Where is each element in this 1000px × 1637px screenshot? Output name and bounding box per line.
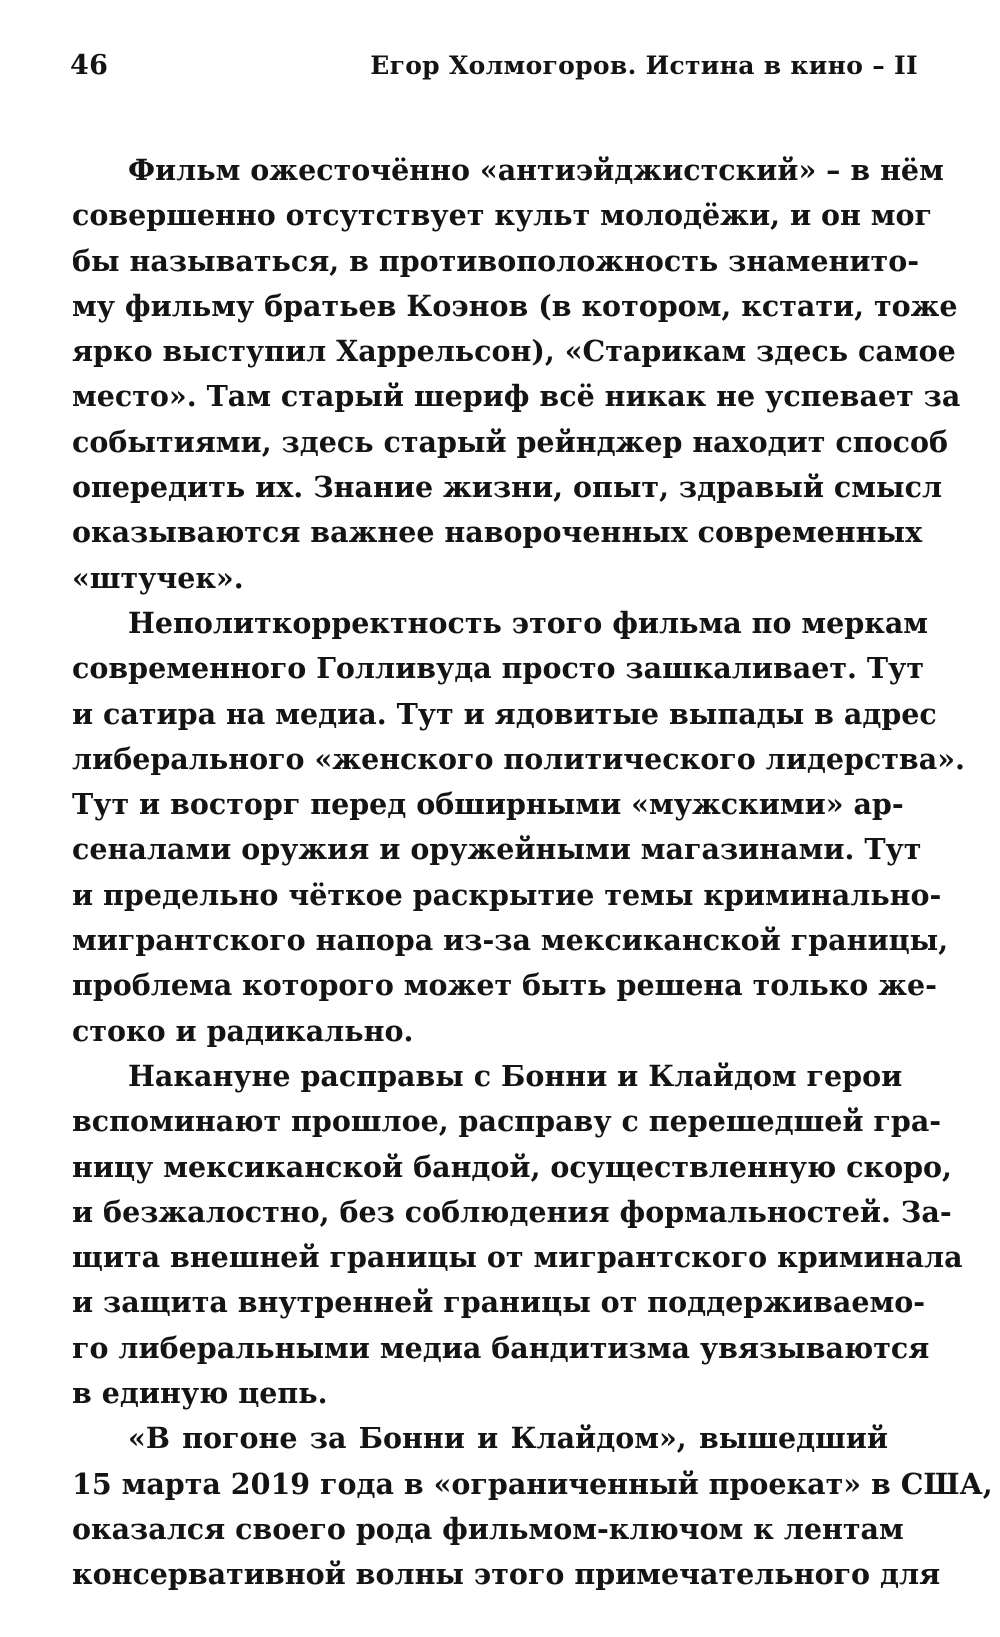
text-line: оказался своего рода фильмом-ключом к лентам [72,1511,904,1546]
running-head [70,50,918,90]
text-line: и предельно чёткое раскрытие темы криминально- [72,877,942,912]
running-title: Егор Холмогоров. Истина в кино – II [370,51,918,80]
text-line: совершенно отсутствует культ молодёжи, и он мог [72,198,933,233]
text-line: «В погоне за Бонни и Клайдом», вышедший [128,1421,888,1456]
text-line: и защита внутренней границы от поддерживаемо- [72,1285,926,1320]
text-line: событиями, здесь старый рейнджер находит способ [72,424,948,459]
text-line: Накануне расправы с Бонни и Клайдом герои [128,1058,903,1093]
text-line: либерального «женского политического лидерства». [72,741,965,776]
text-line: ярко выступил Харрельсон), «Старикам здесь самое [72,334,956,369]
page-number: 46 [70,50,109,81]
text-line: бы называться, в противоположность знаменито- [72,243,920,278]
text-line: и сатира на медиа. Тут и ядовитые выпады в адрес [72,696,937,731]
text-line: Фильм ожесточённо «антиэйджистский» – в нём [128,153,944,187]
text-line: му фильму братьев Коэнов (в котором, кстати, тоже [72,288,958,323]
text-line: оказываются важнее навороченных современных [72,515,923,550]
text-line: проблема которого может быть решена только же- [72,968,937,1003]
text-line: современного Голливуда просто зашкаливает. Тут [72,651,925,686]
text-line: сеналами оружия и оружейными магазинами. Тут [72,832,922,867]
text-line: вспоминают прошлое, расправу с перешедшей гра- [72,1104,942,1139]
text-line: место». Там старый шериф всё никак не успевает за [72,379,961,414]
text-line: мигрантского напора из-за мексиканской границы, [72,923,949,958]
text-line: и безжалостно, без соблюдения формальностей. За- [72,1194,952,1229]
text-line: щита внешней границы от мигрантского криминала [72,1240,963,1275]
text-line: Неполиткорректность этого фильма по меркам [128,605,929,640]
text-line: консервативной волны этого примечательного для [72,1557,941,1592]
text-line: опередить их. Знание жизни, опыт, здравый смысл [72,470,943,505]
text-line: 15 марта 2019 года в «ограниченный проекат» в США, [72,1466,993,1501]
text-line: «штучек». [72,560,244,595]
text-line: Тут и восторг перед обширными «мужскими» ар- [72,787,904,822]
text-line: ницу мексиканской бандой, осуществленную скоро, [72,1149,952,1184]
text-line: в единую цепь. [72,1376,328,1411]
text-line: стоко и радикально. [72,1013,414,1048]
body-text [72,148,993,1598]
text-line: го либеральными медиа бандитизма увязываются [72,1330,930,1365]
